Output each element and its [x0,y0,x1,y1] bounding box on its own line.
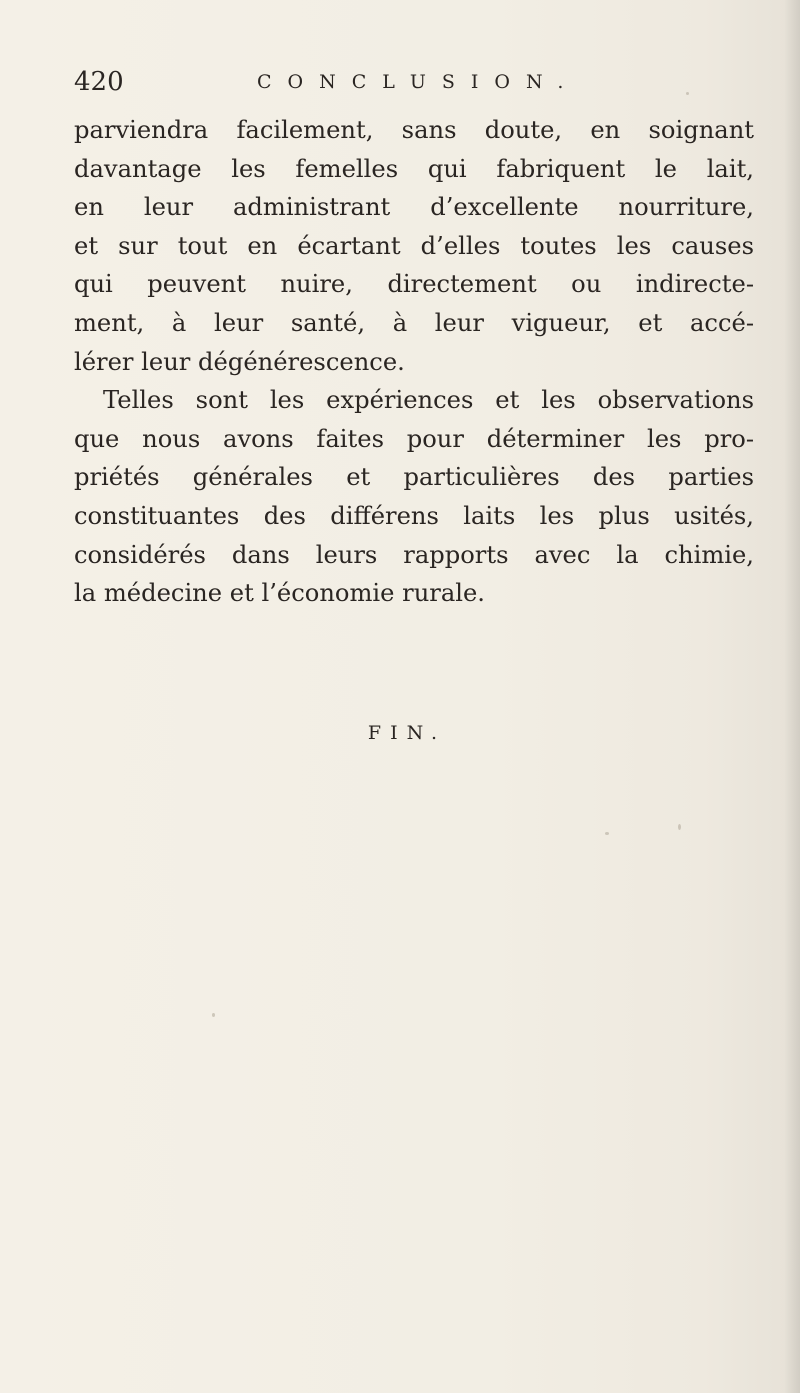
paper-speck [212,1013,215,1017]
paper-speck [678,824,681,830]
paragraph-1 [74,111,754,381]
text-line: parviendra facilement, sans doute, en soignant [74,116,754,144]
text-line: en leur administrant d’excellente nourriture, [74,193,754,222]
paper-speck [686,92,689,95]
page-edge-shadow [784,0,800,1393]
text-line: davantage les femelles qui fabriquent le lait, [74,154,754,183]
text-line: que nous avons faites pour déterminer les pro- [74,424,754,453]
text-line: qui peuvent nuire, directement ou indirecte- [74,270,754,299]
text-line: lérer leur dégénérescence. [74,347,405,376]
body-text [74,111,754,613]
text-line: Telles sont les expériences et les observations [103,386,754,415]
page-header [74,64,754,100]
text-line: la médecine et l’économie rurale. [74,579,485,608]
text-line: et sur tout en écartant d’elles toutes les causes [74,231,754,260]
running-title: CONCLUSION. [257,71,580,93]
text-line: ment, à leur santé, à leur vigueur, et accé- [74,308,754,337]
fin-text: FIN. [367,722,447,744]
paragraph-2 [74,381,754,613]
text-line: priétés générales et particulières des parties [74,463,754,492]
text-line: considérés dans leurs rapports avec la chimie, [74,540,754,569]
paper-speck [605,832,609,835]
text-line: constituantes des différens laits les plus usités, [74,501,754,530]
page-number: 420 [74,67,124,97]
